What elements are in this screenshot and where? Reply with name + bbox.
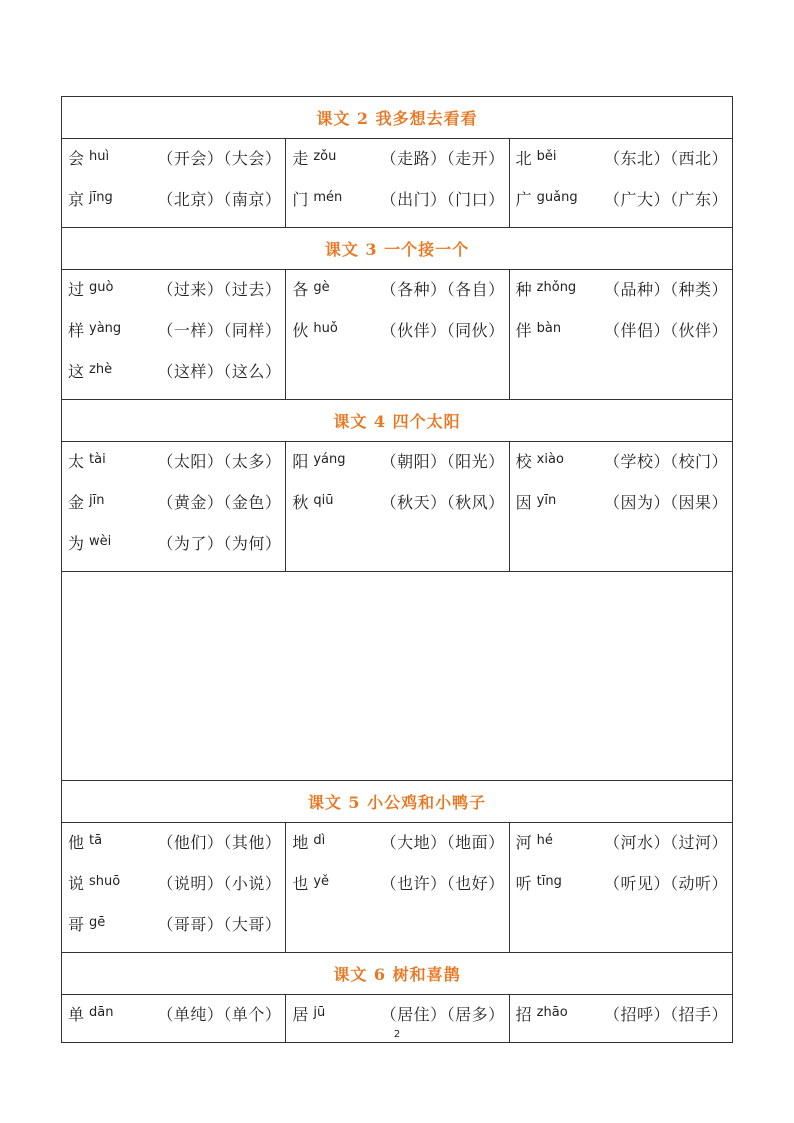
- vocab-character: 校: [515, 452, 532, 471]
- vocab-character: 听: [515, 874, 532, 893]
- vocab-words: （出门）（门口）: [380, 190, 505, 209]
- vocab-pinyin: guǎng: [536, 190, 578, 205]
- vocab-entry: [510, 830, 732, 871]
- vocab-pinyin: dān: [89, 1005, 114, 1020]
- vocab-entry: [62, 449, 285, 490]
- vocab-entry: [510, 277, 732, 318]
- vocab-character: 单: [68, 1005, 85, 1024]
- vocab-pinyin: guò: [89, 280, 114, 295]
- vocab-entry: [62, 912, 285, 953]
- vocab-pinyin: mén: [313, 190, 343, 205]
- vocab-entry: [62, 187, 285, 228]
- vocab-pinyin: tā: [89, 833, 103, 848]
- vocab-entry: [62, 871, 285, 912]
- vocab-pinyin: jīn: [89, 493, 105, 508]
- vocab-pinyin: qiū: [313, 493, 334, 508]
- vocab-words: （因为）（因果）: [603, 493, 728, 512]
- vocab-words: （太阳）（太多）: [157, 452, 282, 471]
- vocab-character: 秋: [292, 493, 309, 512]
- vocab-words: （大地）（地面）: [380, 833, 505, 852]
- lesson-title: 课文 3 一个接一个: [61, 227, 733, 269]
- vocab-pinyin: yīn: [536, 493, 557, 508]
- vocab-entry: [510, 490, 732, 531]
- vocab-character: 伴: [515, 321, 532, 340]
- vocab-character: 京: [68, 190, 85, 209]
- vocab-words: （说明）（小说）: [157, 874, 282, 893]
- vocab-words: （他们）（其他）: [157, 833, 282, 852]
- vocab-entry: [286, 277, 508, 318]
- lesson-grid: [61, 441, 733, 571]
- vocab-pinyin: yě: [313, 874, 330, 889]
- vocab-pinyin: wèi: [89, 534, 112, 549]
- vocab-character: 哥: [68, 915, 85, 934]
- lesson-column: [509, 823, 732, 952]
- vocab-words: （河水）（过河）: [603, 833, 728, 852]
- vocab-entry: [62, 359, 285, 400]
- vocab-words: （秋天）（秋风）: [380, 493, 505, 512]
- vocab-character: 河: [515, 833, 532, 852]
- vocab-words: （走路）（走开）: [380, 149, 505, 168]
- vocab-entry: [62, 490, 285, 531]
- vocab-words: （北京）（南京）: [157, 190, 282, 209]
- vocab-words: （过来）（过去）: [157, 280, 282, 299]
- vocab-character: 居: [292, 1005, 309, 1024]
- lesson-column: [285, 270, 508, 399]
- vocab-pinyin: yáng: [313, 452, 346, 467]
- vocab-words: （伴侣）（伙伴）: [603, 321, 728, 340]
- vocab-entry: [286, 187, 508, 228]
- lesson-column: [62, 270, 285, 399]
- lesson-title: 课文 4 四个太阳: [61, 399, 733, 441]
- vocab-words: （学校）（校门）: [603, 452, 728, 471]
- lesson-grid: [61, 269, 733, 399]
- vocab-entry: [510, 871, 732, 912]
- vocab-words: （东北）（西北）: [603, 149, 728, 168]
- vocab-character: 各: [292, 280, 309, 299]
- vocab-entry: [510, 449, 732, 490]
- vocab-pinyin: tīng: [536, 874, 562, 889]
- page-number: 2: [393, 1029, 401, 1040]
- vocab-character: 招: [515, 1005, 532, 1024]
- vocab-pinyin: gē: [89, 915, 106, 930]
- vocab-character: 说: [68, 874, 85, 893]
- lesson-column: [62, 442, 285, 571]
- vocab-words: （各种）（各自）: [380, 280, 505, 299]
- vocab-words: （单纯）（单个）: [157, 1005, 282, 1024]
- vocab-character: 伙: [292, 321, 309, 340]
- lesson-title: 课文 6 树和喜鹊: [61, 952, 733, 994]
- vocab-pinyin: xiào: [536, 452, 564, 467]
- vocab-entry: [286, 871, 508, 912]
- vocab-entry: [286, 490, 508, 531]
- vocab-character: 这: [68, 362, 85, 381]
- vocab-character: 北: [515, 149, 532, 168]
- vocab-entry: [62, 830, 285, 871]
- vocab-pinyin: yàng: [89, 321, 122, 336]
- blank-area: [61, 571, 733, 780]
- vocab-character: 广: [515, 190, 532, 209]
- lesson-column: [62, 139, 285, 227]
- vocab-pinyin: dì: [313, 833, 326, 848]
- vocab-character: 样: [68, 321, 85, 340]
- vocab-entry: [286, 449, 508, 490]
- vocab-pinyin: hé: [536, 833, 553, 848]
- vocab-character: 地: [292, 833, 309, 852]
- vocab-words: （开会）（大会）: [157, 149, 282, 168]
- vocab-pinyin: tài: [89, 452, 106, 467]
- vocab-words: （居住）（居多）: [380, 1005, 505, 1024]
- vocab-character: 种: [515, 280, 532, 299]
- vocab-words: （伙伴）（同伙）: [380, 321, 505, 340]
- vocab-words: （哥哥）（大哥）: [157, 915, 282, 934]
- vocab-entry: [286, 318, 508, 359]
- vocab-pinyin: zǒu: [313, 149, 337, 164]
- vocab-words: （朝阳）（阳光）: [380, 452, 505, 471]
- vocab-character: 过: [68, 280, 85, 299]
- lesson-grid: [61, 138, 733, 227]
- vocabulary-sheet: [61, 96, 733, 1043]
- vocab-pinyin: zhǒng: [536, 280, 577, 295]
- vocab-pinyin: jū: [313, 1005, 326, 1020]
- vocab-pinyin: shuō: [89, 874, 121, 889]
- lesson-title: 课文 5 小公鸡和小鸭子: [61, 780, 733, 822]
- vocab-character: 阳: [292, 452, 309, 471]
- lesson-grid: [61, 822, 733, 952]
- vocab-entry: [286, 146, 508, 187]
- vocab-words: （广大）（广东）: [603, 190, 728, 209]
- vocab-words: （为了）（为何）: [157, 534, 282, 553]
- vocab-character: 太: [68, 452, 85, 471]
- lesson-column: [62, 823, 285, 952]
- lesson-column: [509, 139, 732, 227]
- vocab-pinyin: huì: [89, 149, 110, 164]
- lesson-column: [509, 442, 732, 571]
- vocab-pinyin: jīng: [89, 190, 113, 205]
- vocab-character: 也: [292, 874, 309, 893]
- vocab-words: （黄金）（金色）: [157, 493, 282, 512]
- vocab-words: （一样）（同样）: [157, 321, 282, 340]
- lesson-column: [285, 442, 508, 571]
- vocab-entry: [62, 146, 285, 187]
- vocab-entry: [286, 830, 508, 871]
- vocab-pinyin: gè: [313, 280, 330, 295]
- lesson-column: [509, 270, 732, 399]
- vocab-entry: [62, 318, 285, 359]
- lesson-title: 课文 2 我多想去看看: [61, 96, 733, 138]
- vocab-pinyin: zhè: [89, 362, 113, 377]
- vocab-pinyin: běi: [536, 149, 557, 164]
- vocab-character: 因: [515, 493, 532, 512]
- vocab-character: 走: [292, 149, 309, 168]
- lesson-column: [285, 139, 508, 227]
- vocab-entry: [62, 277, 285, 318]
- vocab-entry: [510, 187, 732, 228]
- vocab-words: （也许）（也好）: [380, 874, 505, 893]
- vocab-character: 为: [68, 534, 85, 553]
- vocab-pinyin: bàn: [536, 321, 562, 336]
- vocab-entry: [510, 146, 732, 187]
- vocab-character: 门: [292, 190, 309, 209]
- vocab-entry: [510, 318, 732, 359]
- vocab-character: 金: [68, 493, 85, 512]
- vocab-words: （招呼）（招手）: [603, 1005, 728, 1024]
- vocab-words: （这样）（这么）: [157, 362, 282, 381]
- lesson-column: [285, 823, 508, 952]
- vocab-pinyin: zhāo: [536, 1005, 568, 1020]
- vocab-words: （听见）（动听）: [603, 874, 728, 893]
- vocab-character: 他: [68, 833, 85, 852]
- vocab-entry: [62, 531, 285, 572]
- vocab-words: （品种）（种类）: [603, 280, 728, 299]
- vocab-pinyin: huǒ: [313, 321, 338, 336]
- vocab-character: 会: [68, 149, 85, 168]
